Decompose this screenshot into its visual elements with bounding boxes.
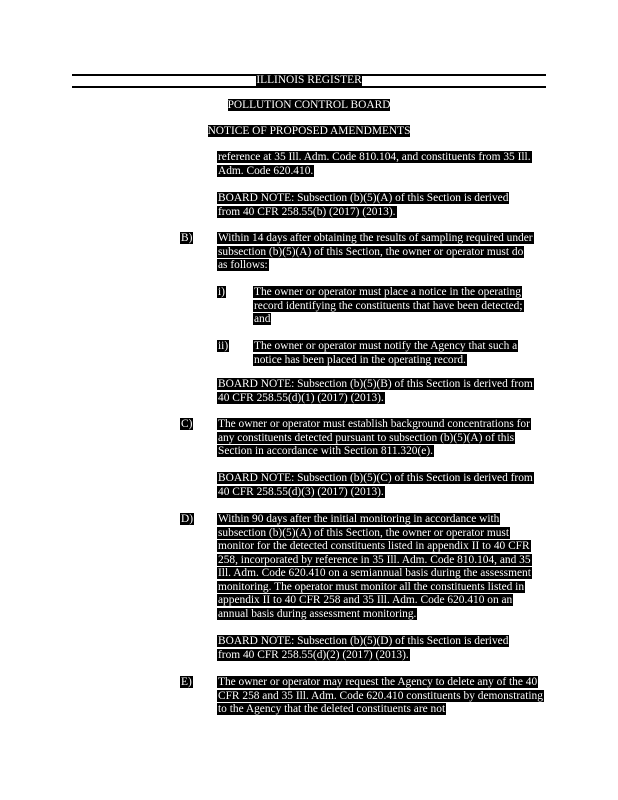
paragraph-D: Within 90 days after the initial monitoring in accordance with subsection (b)(5)(A) of this Section, the owner or operator must monitor for the detected constituents listed in appendix II to 40 CFR 258, incorporated by reference in 35 Ill. Adm. Code 810.104, and 35 Ill. Adm. Code 620.410 on a semiannual basis during the assessment monitoring. The operator must monitor all the constituents listed in appendix II to 40 CFR 258 and 35 Ill. Adm. Code 620.410 on an annual basis during assessment monitoring. bbox=[218, 513, 531, 620]
board-title: POLLUTION CONTROL BOARD bbox=[227, 99, 391, 111]
board-note-4: BOARD NOTE: Subsection (b)(5)(D) of this Section is derived from 40 CFR 258.55(d)(2) (2017) (2013). bbox=[218, 635, 509, 661]
board-note-2: BOARD NOTE: Subsection (b)(5)(B) of this Section is derived from 40 CFR 258.55(d)(1) (2017) (2013). bbox=[218, 378, 533, 404]
label-i: i) bbox=[218, 286, 225, 298]
notice-title: NOTICE OF PROPOSED AMENDMENTS bbox=[207, 125, 411, 137]
label-ii: ii) bbox=[218, 340, 229, 352]
paragraph-i: The owner or operator must place a notice in the operating record identifying the constituents that have been detected; and bbox=[254, 286, 523, 325]
paragraph-E: The owner or operator may request the Agency to delete any of the 40 CFR 258 and 35 Ill. Adm. Code 620.410 constituents by demonstrating to the Agency that the deleted constituents are not bbox=[218, 676, 543, 715]
paragraph-C: The owner or operator must establish background concentrations for any constituents detected pursuant to subsection (b)(5)(A) of this Section in accordance with Section 811.320(e). bbox=[218, 418, 530, 457]
label-D: D) bbox=[181, 513, 194, 525]
label-B: B) bbox=[181, 232, 193, 244]
register-title: ILLINOIS REGISTER bbox=[256, 74, 362, 86]
header-rule-bottom bbox=[72, 86, 546, 88]
board-note-3: BOARD NOTE: Subsection (b)(5)(C) of this Section is derived from 40 CFR 258.55(d)(3) (2017) (2013). bbox=[218, 472, 533, 498]
board-note-1: BOARD NOTE: Subsection (b)(5)(A) of this Section is derived from 40 CFR 258.55(b) (2017) (2013). bbox=[218, 192, 509, 218]
paragraph-continuation: reference at 35 Ill. Adm. Code 810.104, and constituents from 35 Ill. Adm. Code 620.410. bbox=[218, 151, 531, 177]
paragraph-B: Within 14 days after obtaining the results of sampling required under subsection (b)(5)(A) of this Section, the owner or operator must do as follows: bbox=[218, 232, 533, 271]
label-E: E) bbox=[181, 676, 192, 688]
paragraph-ii: The owner or operator must notify the Agency that such a notice has been placed in the operating record. bbox=[254, 340, 518, 366]
label-C: C) bbox=[181, 418, 193, 430]
